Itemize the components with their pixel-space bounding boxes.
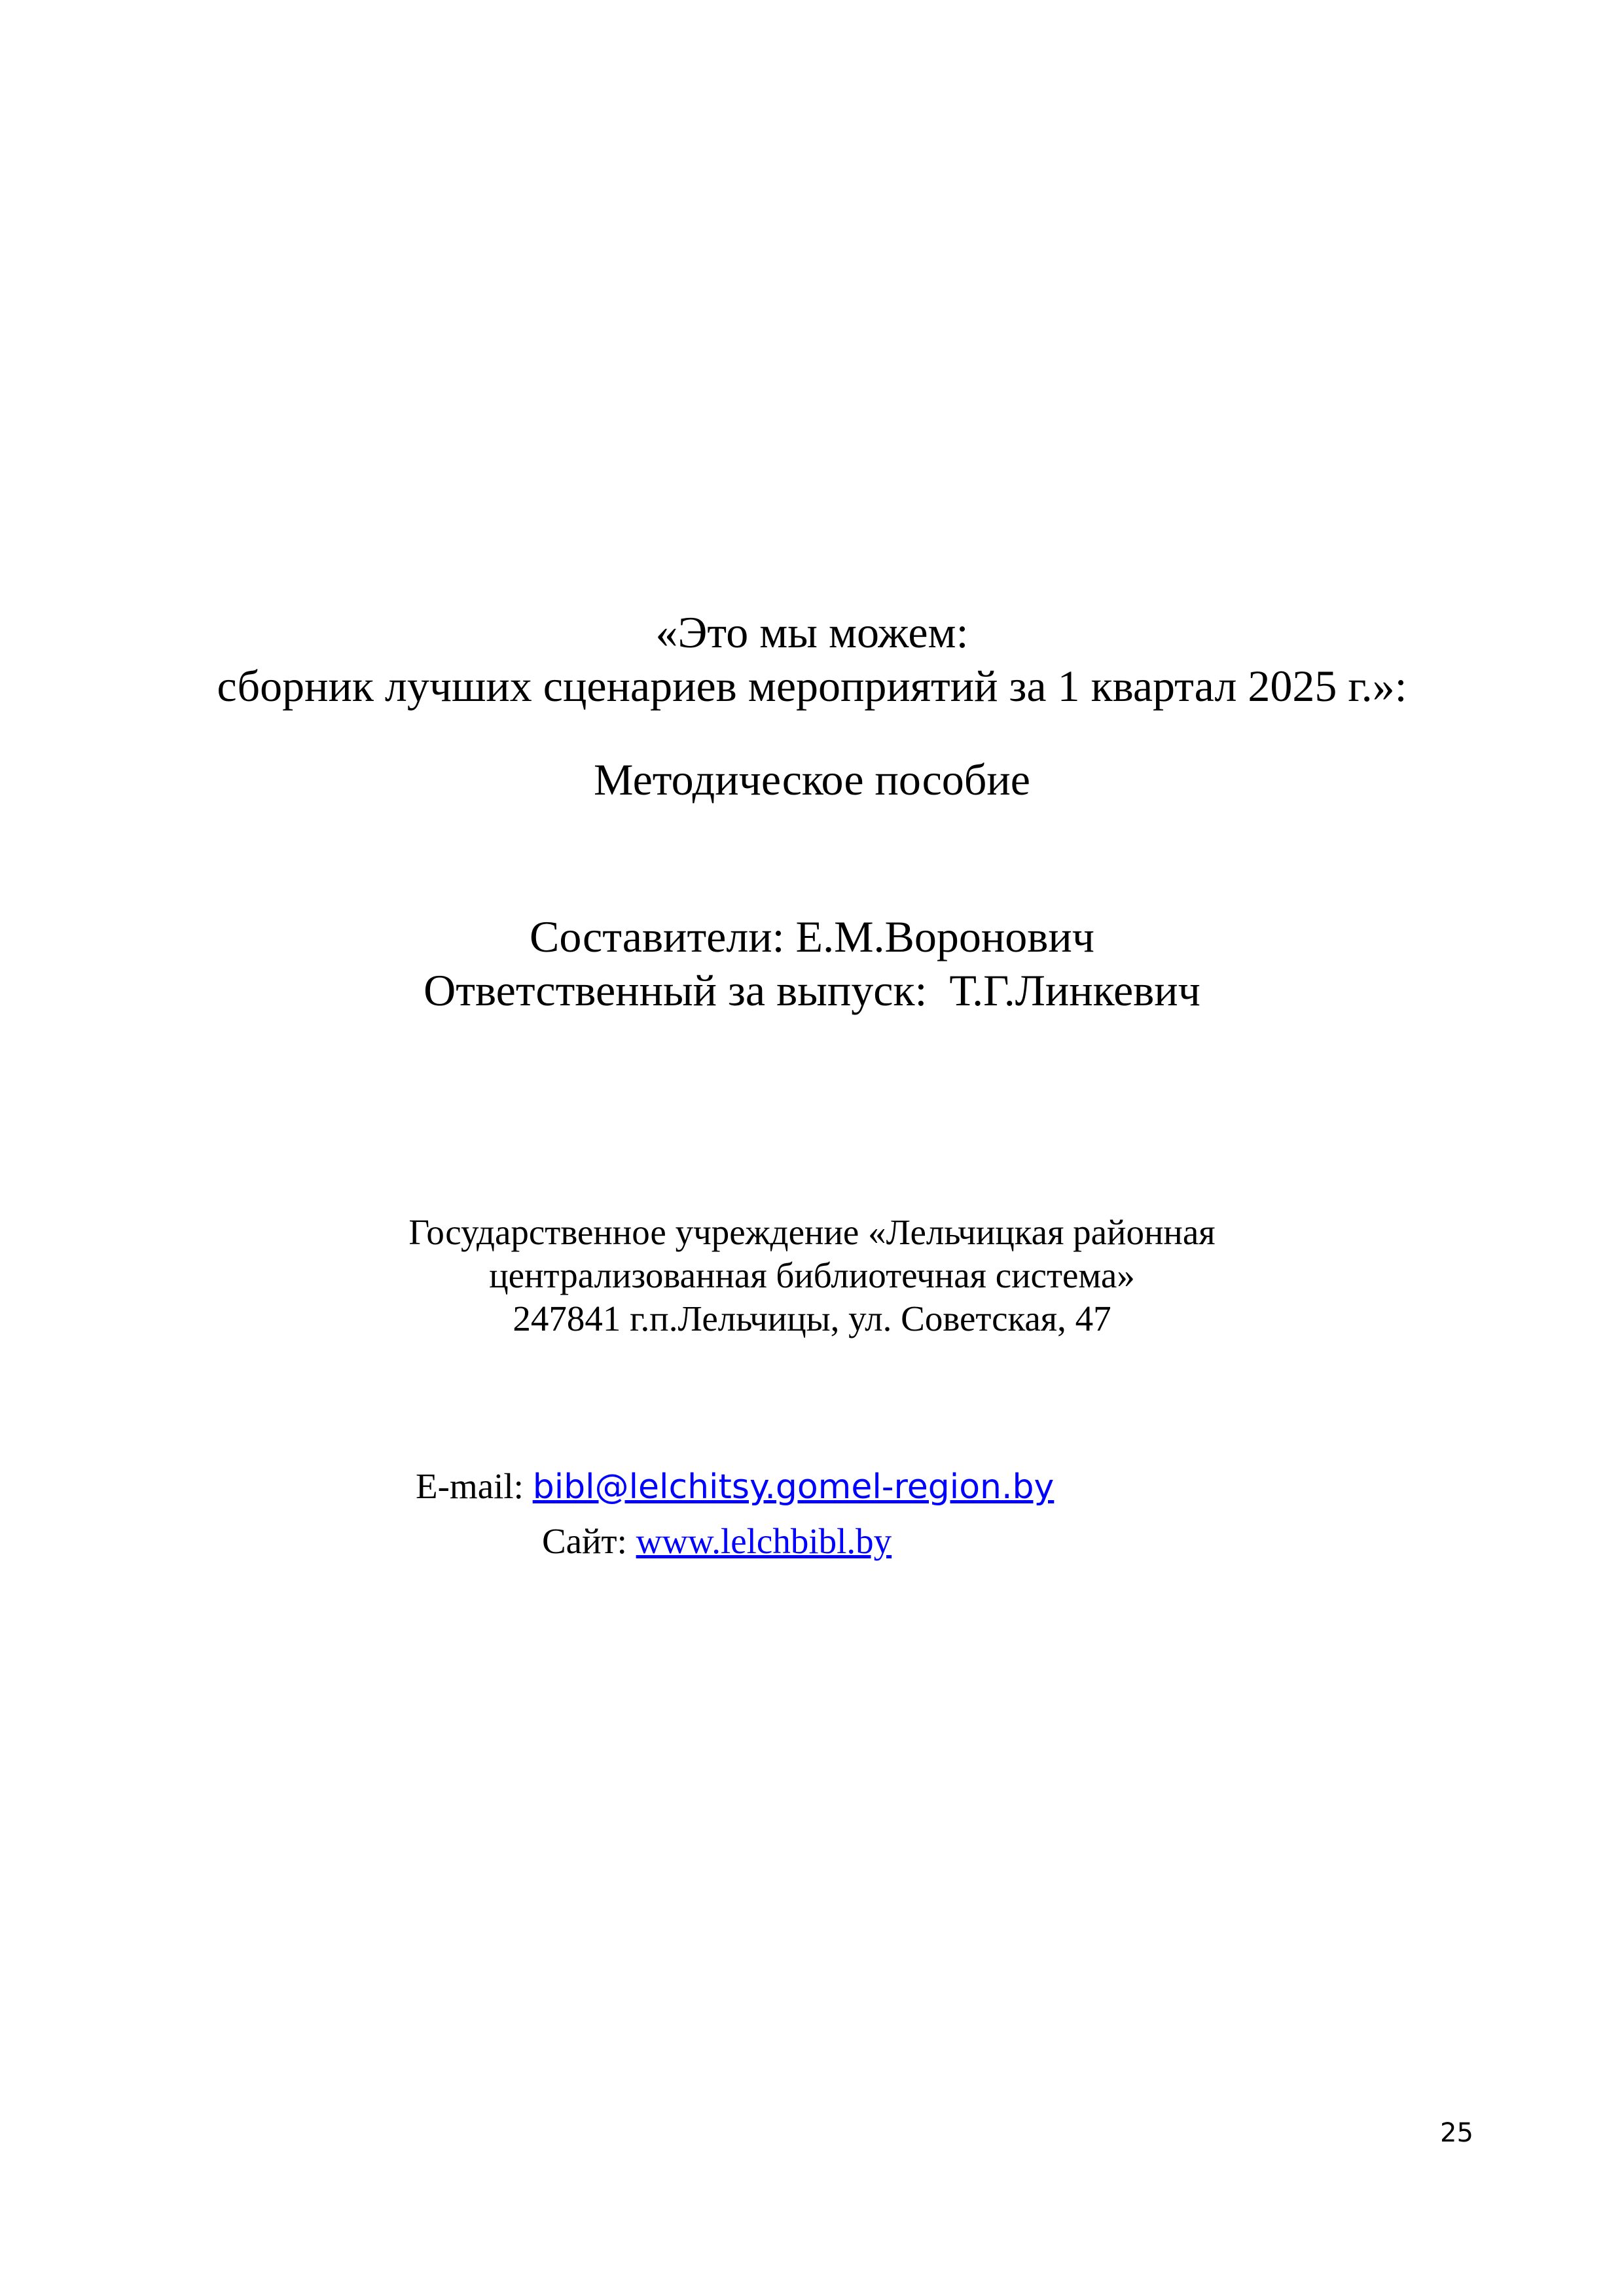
site-row (542, 1520, 892, 1563)
subtitle-text: Методическое пособие (594, 755, 1030, 804)
document-subtitle (0, 753, 1624, 806)
title-line-1: «Это мы можем: (655, 607, 969, 657)
compilers-line: Составители: Е.М.Воронович (529, 912, 1094, 961)
document-title (0, 605, 1624, 713)
email-link[interactable]: bibl@lelchitsy.gomel-region.by (532, 1467, 1055, 1507)
title-line-2: сборник лучших сценариев мероприятий за 1 квартал 2025 г.»: (217, 661, 1407, 711)
site-label: Сайт: (542, 1521, 636, 1561)
email-row (416, 1465, 1054, 1509)
organization-line-1: Государственное учреждение «Лельчицкая районная (408, 1212, 1216, 1252)
organization-line-2: централизованная библиотечная система» (489, 1255, 1135, 1295)
organization-address: 247841 г.п.Лельчицы, ул. Советская, 47 (513, 1299, 1111, 1338)
credits (0, 910, 1624, 1017)
site-link[interactable]: www.lelchbibl.by (636, 1521, 892, 1561)
email-label: E-mail: (416, 1466, 533, 1506)
page-number: 25 (1440, 2118, 1473, 2148)
responsible-line: Ответственный за выпуск: Т.Г.Линкевич (424, 965, 1200, 1015)
organization-info (0, 1211, 1624, 1340)
